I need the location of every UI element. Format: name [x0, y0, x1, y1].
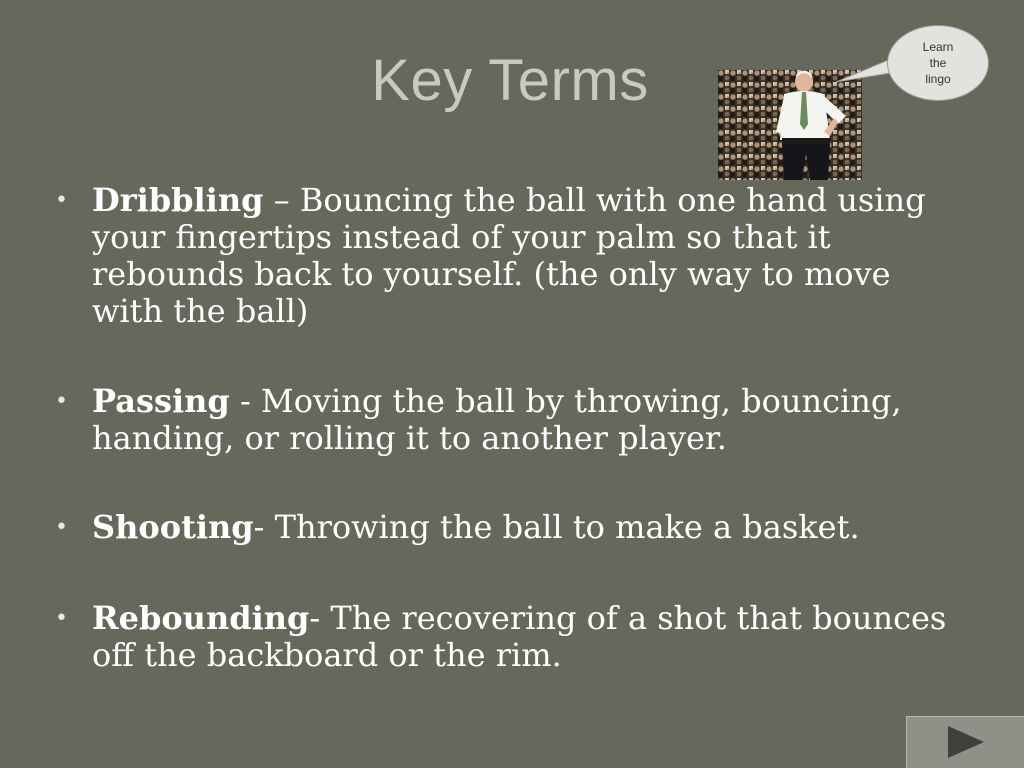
callout-line-2: the	[929, 56, 947, 70]
term-definition: – Bouncing the ball with one hand using your fingertips instead of your palm so that it rebounds back to yourself. (the only way to move with the ball)	[92, 181, 926, 330]
learn-the-lingo-callout	[887, 25, 989, 101]
play-arrow-icon	[948, 726, 984, 758]
term-word: Dribbling	[92, 181, 264, 219]
slide-title: Key Terms	[371, 48, 649, 113]
term-text	[92, 383, 965, 457]
term-text	[92, 182, 965, 330]
bullet-icon: •	[55, 515, 68, 540]
coach-photo	[718, 70, 862, 180]
term-word: Shooting	[92, 508, 254, 546]
next-slide-button[interactable]	[906, 716, 1024, 768]
bullet-icon: •	[55, 606, 68, 631]
term-item-dribbling	[55, 182, 965, 330]
callout-line-1: Learn	[922, 40, 954, 54]
term-definition: - Moving the ball by throwing, bouncing, handing, or rolling it to another player.	[92, 382, 902, 457]
term-item-shooting	[55, 509, 965, 546]
term-word: Rebounding	[92, 599, 310, 637]
bullet-icon: •	[55, 389, 68, 414]
term-item-rebounding	[55, 600, 965, 674]
term-word: Passing	[92, 382, 230, 420]
bullet-icon: •	[55, 188, 68, 213]
term-definition: - Throwing the ball to make a basket.	[253, 508, 860, 546]
term-text	[92, 600, 965, 674]
term-definition: - The recovering of a shot that bounces off the backboard or the rim.	[92, 599, 947, 674]
term-item-passing	[55, 383, 965, 457]
callout-line-3: lingo	[925, 72, 951, 86]
term-text	[92, 509, 965, 546]
